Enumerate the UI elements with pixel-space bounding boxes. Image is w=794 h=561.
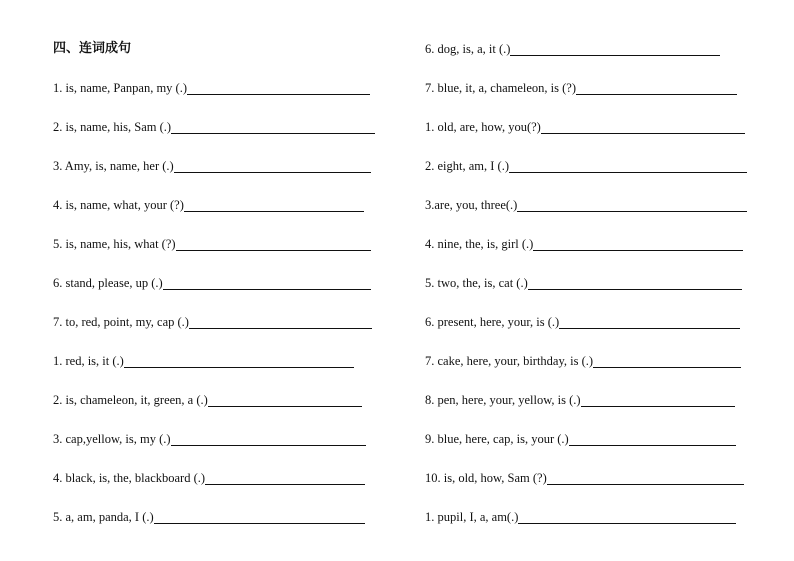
- answer-line[interactable]: [187, 82, 370, 95]
- exercise-prompt: 3.are, you, three(.): [425, 198, 518, 212]
- exercise-item: [53, 272, 371, 290]
- exercise-prompt: 4. nine, the, is, girl (.): [425, 237, 534, 251]
- answer-line[interactable]: [533, 238, 743, 251]
- exercise-prompt: 4. black, is, the, blackboard (.): [53, 471, 206, 485]
- answer-line[interactable]: [569, 433, 736, 446]
- exercise-prompt: 10. is, old, how, Sam (?): [425, 471, 547, 485]
- exercise-item: [53, 194, 364, 212]
- exercise-item: [425, 233, 743, 251]
- exercise-item: [425, 428, 736, 446]
- exercise-item: [53, 428, 366, 446]
- exercise-item: [53, 311, 372, 329]
- exercise-prompt: 2. is, chameleon, it, green, a (.): [53, 393, 208, 407]
- exercise-item: [425, 194, 747, 212]
- answer-line[interactable]: [576, 82, 737, 95]
- exercise-item: [425, 38, 720, 56]
- exercise-item: [53, 155, 371, 173]
- exercise-prompt: 1. is, name, Panpan, my (.): [53, 81, 188, 95]
- exercise-prompt: 7. to, red, point, my, cap (.): [53, 315, 189, 329]
- answer-line[interactable]: [189, 316, 372, 329]
- exercise-item: [425, 272, 742, 290]
- exercise-item: [53, 116, 375, 134]
- exercise-prompt: 5. is, name, his, what (?): [53, 237, 176, 251]
- exercise-item: [53, 77, 370, 95]
- answer-line[interactable]: [205, 472, 365, 485]
- exercise-item: [425, 77, 737, 95]
- answer-line[interactable]: [171, 433, 366, 446]
- exercise-prompt: 1. pupil, I, a, am(.): [425, 510, 519, 524]
- answer-line[interactable]: [517, 199, 747, 212]
- answer-line[interactable]: [541, 121, 745, 134]
- exercise-prompt: 6. stand, please, up (.): [53, 276, 163, 290]
- answer-line[interactable]: [184, 199, 364, 212]
- section-heading: 四、连词成句: [53, 41, 132, 56]
- exercise-prompt: 7. cake, here, your, birthday, is (.): [425, 354, 594, 368]
- exercise-item: [53, 350, 354, 368]
- exercise-prompt: 9. blue, here, cap, is, your (.): [425, 432, 569, 446]
- answer-line[interactable]: [559, 316, 740, 329]
- answer-line[interactable]: [518, 511, 736, 524]
- exercise-prompt: 6. dog, is, a, it (.): [425, 42, 511, 56]
- exercise-prompt: 2. eight, am, I (.): [425, 159, 510, 173]
- exercise-prompt: 1. red, is, it (.): [53, 354, 124, 368]
- exercise-prompt: 8. pen, here, your, yellow, is (.): [425, 393, 581, 407]
- exercise-prompt: 3. cap,yellow, is, my (.): [53, 432, 171, 446]
- exercise-prompt: 2. is, name, his, Sam (.): [53, 120, 172, 134]
- exercise-item: [53, 233, 371, 251]
- answer-line[interactable]: [163, 277, 371, 290]
- exercise-item: [425, 467, 744, 485]
- answer-line[interactable]: [176, 238, 371, 251]
- exercise-item: [425, 389, 735, 407]
- exercise-item: [425, 350, 741, 368]
- answer-line[interactable]: [528, 277, 742, 290]
- answer-line[interactable]: [509, 160, 747, 173]
- answer-line[interactable]: [171, 121, 375, 134]
- answer-line[interactable]: [510, 43, 720, 56]
- answer-line[interactable]: [581, 394, 735, 407]
- exercise-item: [425, 311, 740, 329]
- exercise-prompt: 7. blue, it, a, chameleon, is (?): [425, 81, 576, 95]
- exercise-prompt: 4. is, name, what, your (?): [53, 198, 184, 212]
- exercise-prompt: 1. old, are, how, you(?): [425, 120, 541, 134]
- exercise-item: [53, 389, 362, 407]
- answer-line[interactable]: [154, 511, 365, 524]
- exercise-item: [53, 506, 365, 524]
- answer-line[interactable]: [593, 355, 741, 368]
- exercise-item: [425, 116, 745, 134]
- exercise-prompt: 5. two, the, is, cat (.): [425, 276, 528, 290]
- exercise-prompt: 5. a, am, panda, I (.): [53, 510, 154, 524]
- exercise-prompt: 3. Amy, is, name, her (.): [53, 159, 174, 173]
- exercise-item: [425, 155, 747, 173]
- exercise-prompt: 6. present, here, your, is (.): [425, 315, 560, 329]
- exercise-item: [425, 506, 736, 524]
- answer-line[interactable]: [124, 355, 354, 368]
- answer-line[interactable]: [547, 472, 744, 485]
- exercise-item: [53, 467, 365, 485]
- answer-line[interactable]: [208, 394, 362, 407]
- answer-line[interactable]: [174, 160, 371, 173]
